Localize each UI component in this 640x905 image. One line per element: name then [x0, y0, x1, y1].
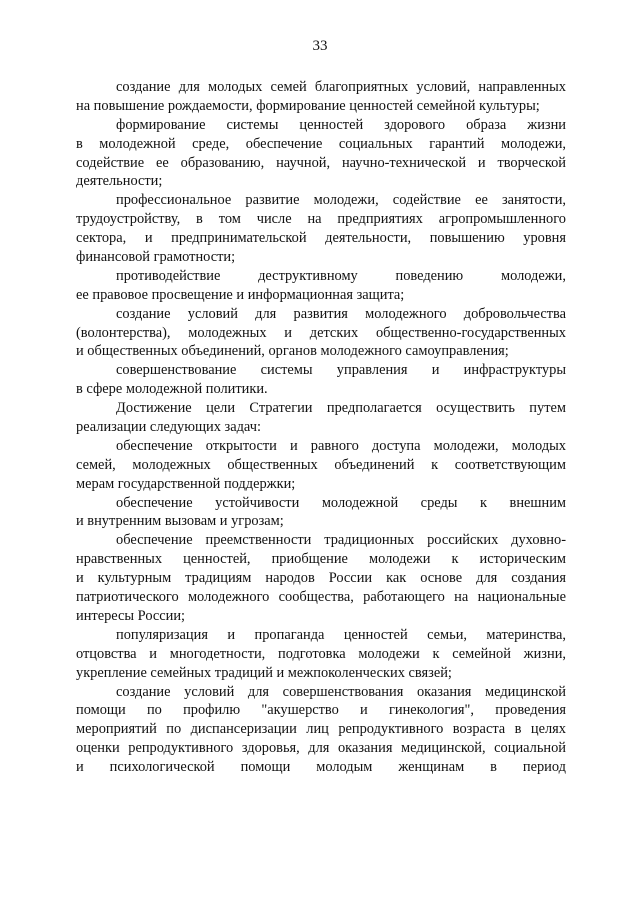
text-line: формирование системы ценностей здорового образа жизни — [116, 116, 566, 133]
paragraph — [76, 683, 566, 777]
paragraph — [76, 531, 566, 625]
paragraph — [76, 191, 566, 267]
text-line: создание условий для совершенствования оказания медицинской — [116, 683, 566, 700]
text-line: семей, молодежных общественных объединений к соответствующим — [76, 456, 566, 473]
text-line: патриотического молодежного сообщества, работающего на национальные — [76, 589, 566, 606]
text-line: в сфере молодежной политики. — [76, 381, 268, 398]
text-line: и психологической помощи молодым женщинам в период — [76, 759, 566, 776]
text-line: популяризация и пропаганда ценностей семьи, материнства, — [116, 626, 566, 643]
text-line: Достижение цели Стратегии предполагается осуществить путем — [116, 400, 566, 417]
document-body — [76, 78, 566, 777]
text-line: обеспечение преемственности традиционных российских духовно- — [116, 532, 566, 549]
text-line: совершенствование системы управления и инфраструктуры — [116, 362, 566, 379]
paragraph — [76, 267, 566, 305]
paragraph — [76, 399, 566, 437]
text-line: сектора, и предпринимательской деятельности, повышению уровня — [76, 230, 566, 247]
paragraph — [76, 437, 566, 494]
text-line: деятельности; — [76, 173, 163, 190]
text-line: обеспечение открытости и равного доступа молодежи, молодых — [116, 437, 566, 454]
paragraph — [76, 361, 566, 399]
text-line: профессиональное развитие молодежи, содействие ее занятости, — [116, 192, 566, 209]
paragraph — [76, 305, 566, 362]
text-line: на повышение рождаемости, формирование ценностей семейной культуры; — [76, 97, 540, 114]
text-line: укрепление семейных традиций и межпоколенческих связей; — [76, 664, 452, 681]
text-line: нравственных ценностей, приобщение молодежи к историческим — [76, 551, 566, 568]
text-line: противодействие деструктивному поведению молодежи, — [116, 267, 566, 284]
text-line: финансовой грамотности; — [76, 249, 236, 266]
text-line: реализации следующих задач: — [76, 419, 261, 436]
text-line: содействие ее образованию, научной, научно-технической и творческой — [76, 154, 566, 171]
text-line: оценки репродуктивного здоровья, для оказания медицинской, социальной — [76, 740, 566, 757]
text-line: (волонтерства), молодежных и детских общественно-государственных — [76, 324, 566, 341]
text-line: создание для молодых семей благоприятных условий, направленных — [116, 79, 566, 95]
text-line: и внутренним вызовам и угрозам; — [76, 513, 284, 530]
paragraph — [76, 116, 566, 192]
text-line: обеспечение устойчивости молодежной среды к внешним — [116, 494, 566, 511]
text-line: трудоустройству, в том числе на предприятиях агропромышленного — [76, 211, 566, 228]
page-number: 33 — [312, 38, 328, 54]
text-line: и культурным традициям народов России как основе для создания — [76, 570, 566, 587]
text-line: и общественных объединений, органов молодежного самоуправления; — [76, 343, 509, 360]
paragraph — [76, 78, 566, 116]
text-line: интересы России; — [76, 607, 186, 624]
text-line: создание условий для развития молодежного добровольчества — [116, 305, 566, 322]
text-line: мероприятий по диспансеризации лиц репродуктивного возраста в целях — [76, 721, 566, 738]
paragraph — [76, 626, 566, 683]
text-line: ее правовое просвещение и информационная защита; — [76, 286, 405, 303]
text-line: помощи по профилю "акушерство и гинекология", проведения — [76, 702, 566, 719]
paragraph — [76, 494, 566, 532]
text-line: отцовства и многодетности, подготовка молодежи к семейной жизни, — [76, 645, 566, 662]
text-line: мерам государственной поддержки; — [76, 475, 296, 492]
text-line: в молодежной среде, обеспечение социальных гарантий молодежи, — [76, 135, 566, 152]
